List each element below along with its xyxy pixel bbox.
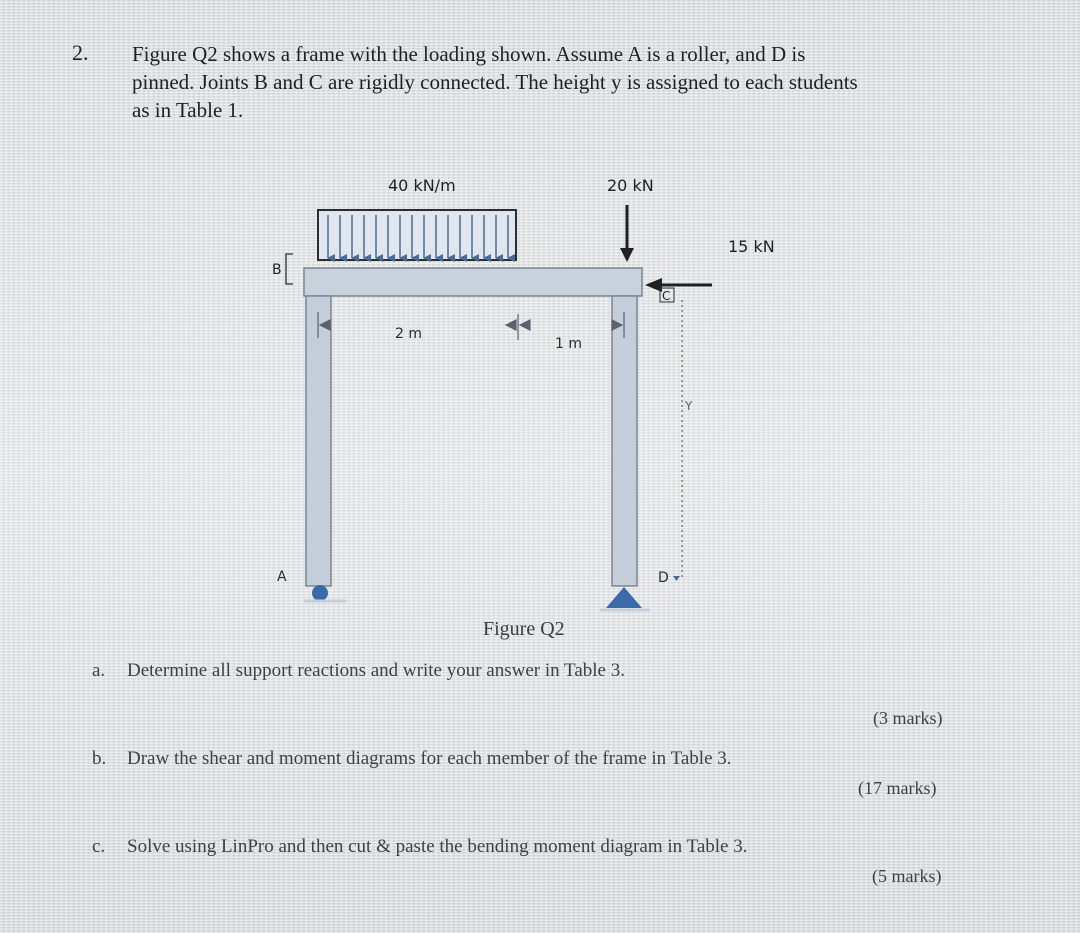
- horizontal-load-label: 15 kN: [728, 237, 775, 256]
- roller-support-a: [304, 585, 346, 601]
- part-c-letter: c.: [92, 836, 106, 857]
- dimension-1m: 1 m: [555, 336, 582, 352]
- column-ab: [306, 296, 331, 586]
- beam-bc: [304, 268, 642, 296]
- horizontal-load-arrow: [645, 278, 712, 292]
- part-c-text: Solve using LinPro and then cut & paste the bending moment diagram in Table 3.: [127, 836, 748, 857]
- part-c-marks: (5 marks): [872, 866, 942, 886]
- column-cd: [612, 296, 637, 586]
- question-number: 2.: [72, 40, 89, 65]
- part-a-marks: (3 marks): [873, 708, 943, 728]
- question-line-1: Figure Q2 shows a frame with the loading shown. Assume A is a roller, and D is: [132, 42, 806, 66]
- node-d-marker: [673, 576, 680, 581]
- node-b-label: B: [272, 262, 282, 278]
- part-b-letter: b.: [92, 748, 107, 769]
- part-a-text: Determine all support reactions and write your answer in Table 3.: [127, 660, 625, 681]
- node-b-marker: [286, 254, 293, 284]
- node-c-label: C: [662, 289, 671, 303]
- question-line-3: as in Table 1.: [132, 98, 244, 122]
- part-a-letter: a.: [92, 660, 106, 681]
- part-b-marks: (17 marks): [858, 778, 937, 798]
- question-line-2: pinned. Joints B and C are rigidly connected. The height y is assigned to each students: [132, 70, 858, 94]
- node-d-label: D: [658, 570, 669, 586]
- figure-caption: Figure Q2: [483, 618, 565, 640]
- point-load-label: 20 kN: [607, 176, 654, 195]
- part-b-text: Draw the shear and moment diagrams for each member of the frame in Table 3.: [127, 748, 732, 769]
- pin-support-d: [600, 587, 650, 610]
- distributed-load: [318, 210, 516, 260]
- udl-label: 40 kN/m: [388, 176, 456, 195]
- height-label: Y: [685, 399, 693, 413]
- node-a-label: A: [277, 569, 287, 585]
- dimension-2m: 2 m: [395, 326, 422, 342]
- point-load-arrow: [620, 205, 634, 262]
